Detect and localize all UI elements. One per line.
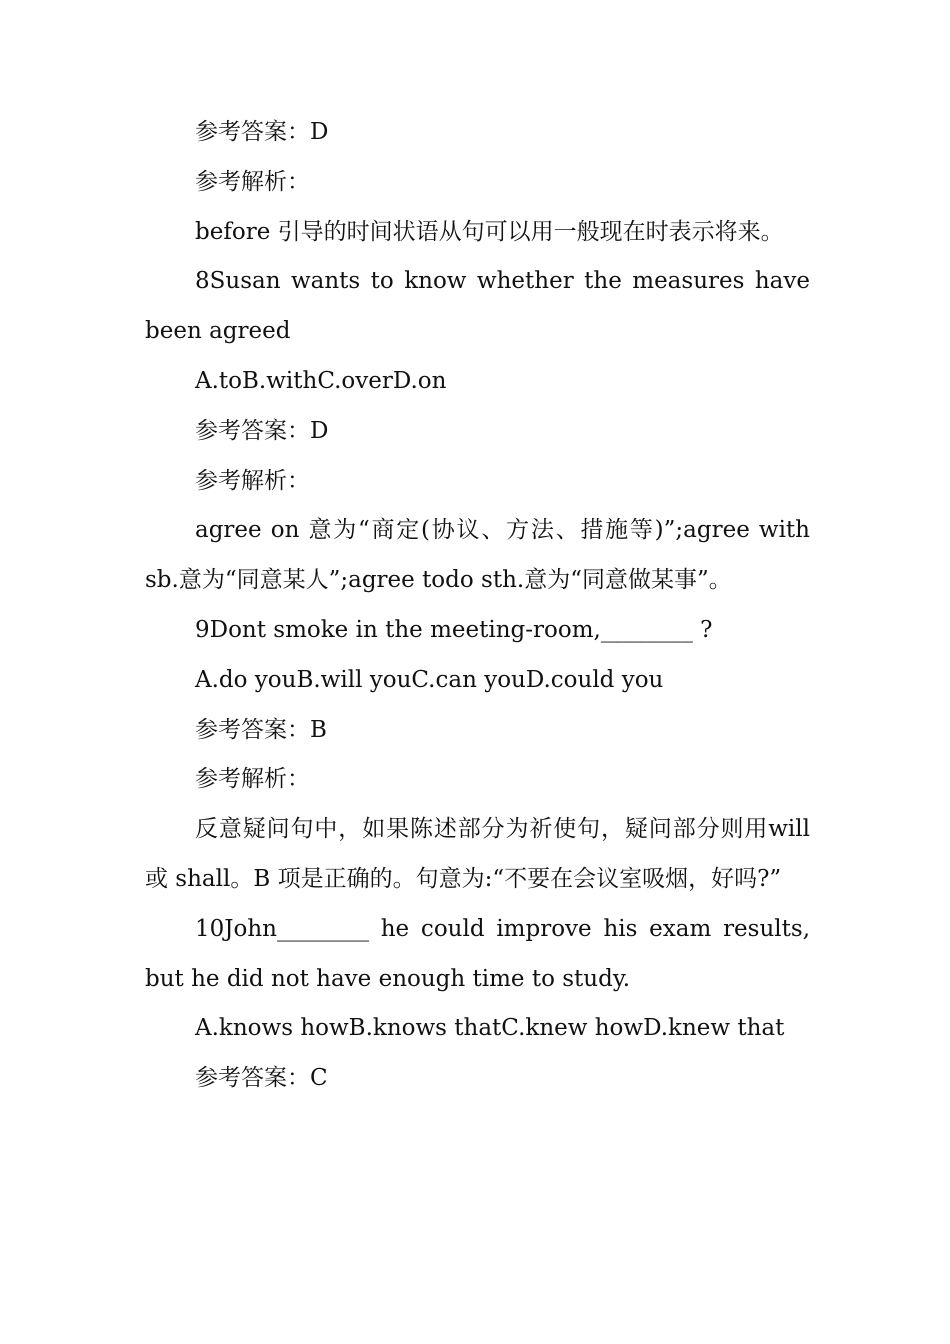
options-10: A.knows howB.knows thatC.knew howD.knew that (195, 1015, 785, 1042)
analysis-text-8: agree on 意为“商定(协议、方法、措施等)”;agree with sb.意为“同意某人”;agree todo sth.意为“同意做某事”。 (145, 517, 810, 594)
answer-label-8: 参考答案：D (195, 417, 329, 444)
options-9: A.do youB.will youC.can youD.could you (195, 666, 664, 693)
answer-label-9: 参考答案：B (195, 716, 327, 743)
answer-label-10: 参考答案：C (195, 1065, 328, 1092)
document-body (145, 108, 810, 1104)
analysis-label-7: 参考解析： (195, 168, 310, 195)
answer-label-7: 参考答案：D (195, 119, 329, 145)
analysis-label-9: 参考解析： (195, 766, 310, 793)
question-9: 9Dont smoke in the meeting-room,________ ? (195, 616, 713, 643)
question-10: 10John________ he could improve his exam results, but he did not have enough time to study. (145, 915, 810, 992)
analysis-label-8: 参考解析： (195, 467, 310, 494)
question-8: 8Susan wants to know whether the measures have been agreed (145, 268, 810, 345)
analysis-text-9: 反意疑问句中，如果陈述部分为祈使句，疑问部分则用will 或 shall。B 项是正确的。句意为:“不要在会议室吸烟，好吗?” (145, 816, 810, 892)
analysis-text-7: before 引导的时间状语从句可以用一般现在时表示将来。 (195, 218, 784, 245)
options-8: A.toB.withC.overD.on (195, 367, 447, 394)
